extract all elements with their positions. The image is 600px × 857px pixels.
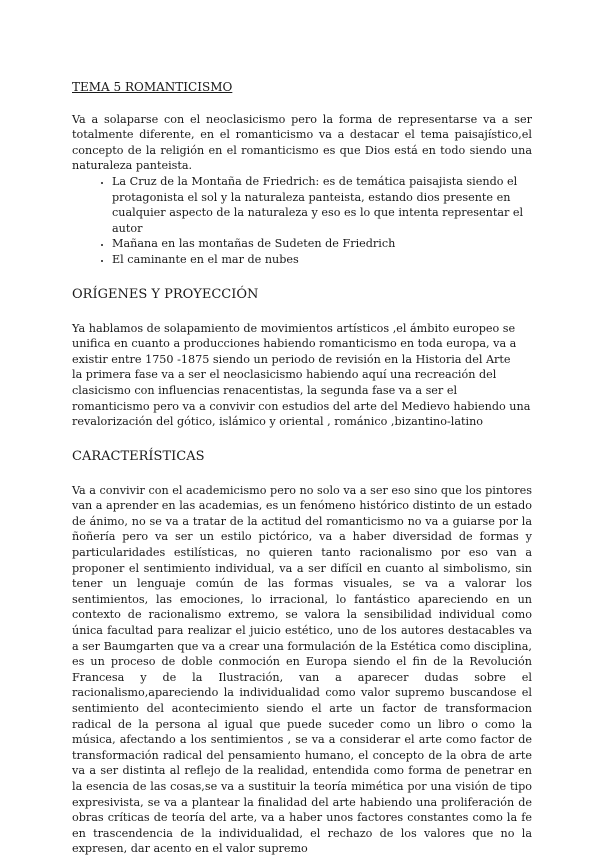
characteristics-paragraph: Va a convivir con el academicismo pero no solo va a ser eso sino que los pintores van a aprender en las academias, es un fenómeno histórico distinto de un estado de ánimo, no se va a tratar de la actitud del romanticismo no va a guiarse por la ñoñería pero va ser un estilo pictórico, va a haber diversidad de formas y particularidades estilísticas, no quieren tanto racionalismo por eso van a proponer el sentimiento individual, va a ser difícil en cuanto al simbolismo, sin tener un lenguaje común de las formas visuales, se va a valorar los sentimientos, las emociones, lo irracional, lo fantástico apareciendo en un contexto de racionalismo extremo, se valora la sensibilidad individual como única facultad para realizar el juicio estético, uno de los autores destacables va a ser Baumgarten que va a crear una formulación de la Estética como disciplina, es un proceso de doble conmoción en Europa siendo el fin de la Revolución Francesa y de la Ilustración, van a aparecer dudas sobre el racionalismo,apareciendo la individualidad como valor supremo buscandose el sentimiento del acontecimiento siendo el arte un factor de transformacion radical de la persona al igual que puede suceder como un libro o como la música, afectando a los sentimientos , se va a considerar el arte como factor de transformación radical del pensamiento humano, el concepto de la obra de arte va a ser distinta al reflejo de la realidad, entendida como forma de penetrar en la esencia de las cosas,se va a sustituir la teoría mimética por una visión de tipo expresivista, se va a plantear la finalidad del arte habiendo una proliferación de obras críticas de teoría del arte, va a haber unos factores constantes como la fe en trascendencia de la individualidad, el rechazo de los valores que no la expresen, dar acento en el valor supremo bbox=[72, 483, 532, 856]
works-list bbox=[72, 174, 532, 268]
list-item: • Mañana en las montañas de Sudeten de Friedrich bbox=[112, 236, 532, 252]
section-heading-origins: ORÍGENES Y PROYECCIÓN bbox=[72, 286, 259, 302]
intro-paragraph: Va a solaparse con el neoclasicismo pero la forma de representarse va a ser totalmente diferente, en el romanticismo va a destacar el tema paisajístico,el concepto de la religión en el romanticismo es que Dios está en todo siendo una naturaleza panteista. bbox=[72, 112, 532, 173]
list-item: • El caminante en el mar de nubes bbox=[112, 252, 532, 268]
document-page bbox=[72, 80, 532, 857]
list-item: • La Cruz de la Montaña de Friedrich: es de temática paisajista siendo el protagonista el sol y la naturaleza panteista, estando dios presente en cualquier aspecto de la naturaleza y eso es lo que intenta representar el autor bbox=[112, 174, 532, 236]
origins-paragraph-1: Ya hablamos de solapamiento de movimientos artísticos ,el ámbito europeo se unifica en cuanto a producciones habiendo romanticismo en toda europa, va a existir entre 1750 -1875 siendo un periodo de revisión en la Historia del Arte bbox=[72, 321, 517, 366]
origins-paragraph-2: la primera fase va a ser el neoclasicismo habiendo aquí una recreación del clasicismo con influencias renacentistas, la segunda fase va a ser el romanticismo pero va a convivir con estudios del arte del Medievo habiendo una revalorización del gótico, islámico y oriental , románico ,bizantino-latino bbox=[72, 368, 531, 429]
section-heading-characteristics: CARACTERÍSTICAS bbox=[72, 448, 205, 464]
document-title: TEMA 5 ROMANTICISMO bbox=[72, 80, 233, 94]
